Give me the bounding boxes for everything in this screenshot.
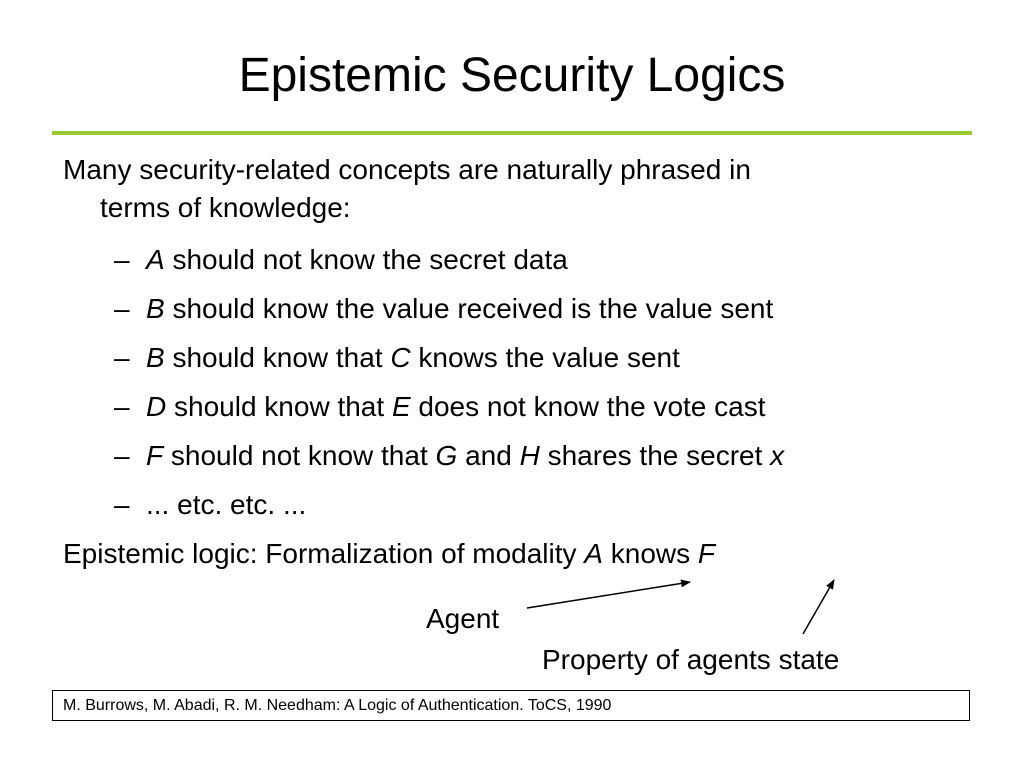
property-label: Property of agents state [542, 644, 840, 675]
title-underline [52, 131, 972, 135]
agent-variable: C [390, 342, 411, 373]
bullet-text: ... etc. etc. ... [146, 489, 307, 520]
bullet-dash: – [114, 293, 130, 324]
bullet-item-1 [114, 241, 568, 279]
bullet-dash: – [114, 244, 130, 275]
citation-text: M. Burrows, M. Abadi, R. M. Needham: A Logic of Authentication. ToCS, 1990 [63, 697, 612, 714]
agent-variable: G [435, 440, 458, 471]
intro-paragraph [63, 151, 943, 227]
bullet-text: should not know the secret data [164, 244, 568, 275]
bullet-text: should know that [164, 342, 391, 373]
bullet-text: does not know the vote cast [410, 391, 766, 422]
bullet-text: should know the value received is the value sent [164, 293, 774, 324]
epistemic-logic-line [63, 535, 715, 573]
bullet-dash: – [114, 391, 130, 422]
intro-line-2: terms of knowledge: [100, 192, 351, 223]
slide-title: Epistemic Security Logics [238, 49, 786, 102]
agent-variable: A [146, 244, 165, 275]
bullet-dash: – [114, 342, 130, 373]
bullet-item-6 [114, 486, 306, 524]
bullet-item-2 [114, 290, 773, 328]
agent-variable: B [146, 293, 165, 324]
agent-variable: H [519, 440, 540, 471]
agent-variable: B [146, 342, 165, 373]
citation-box [52, 690, 970, 721]
intro-line-1: Many security-related concepts are naturally phrased in [63, 154, 751, 185]
bullet-dash: – [114, 440, 130, 471]
epistemic-middle: knows [602, 538, 698, 569]
bullet-dash: – [114, 489, 130, 520]
modality-agent: A [584, 538, 603, 569]
bullet-text: knows the value sent [410, 342, 680, 373]
property-arrow [803, 580, 834, 634]
modality-property: F [697, 538, 716, 569]
epistemic-prefix: Epistemic logic: Formalization of modality [63, 538, 585, 569]
agent-label: Agent [426, 603, 500, 634]
bullet-text: should know that [166, 391, 392, 422]
bullet-text: should not know that [163, 440, 436, 471]
bullet-item-4 [114, 388, 766, 426]
bullet-item-3 [114, 339, 680, 377]
bullet-item-5 [114, 437, 784, 475]
bullet-text: shares the secret [539, 440, 771, 471]
agent-variable: E [391, 391, 411, 422]
agent-arrow [527, 582, 690, 608]
agent-variable: F [146, 440, 164, 471]
bullet-text: and [457, 440, 520, 471]
secret-variable: x [770, 440, 785, 471]
agent-variable: D [146, 391, 167, 422]
